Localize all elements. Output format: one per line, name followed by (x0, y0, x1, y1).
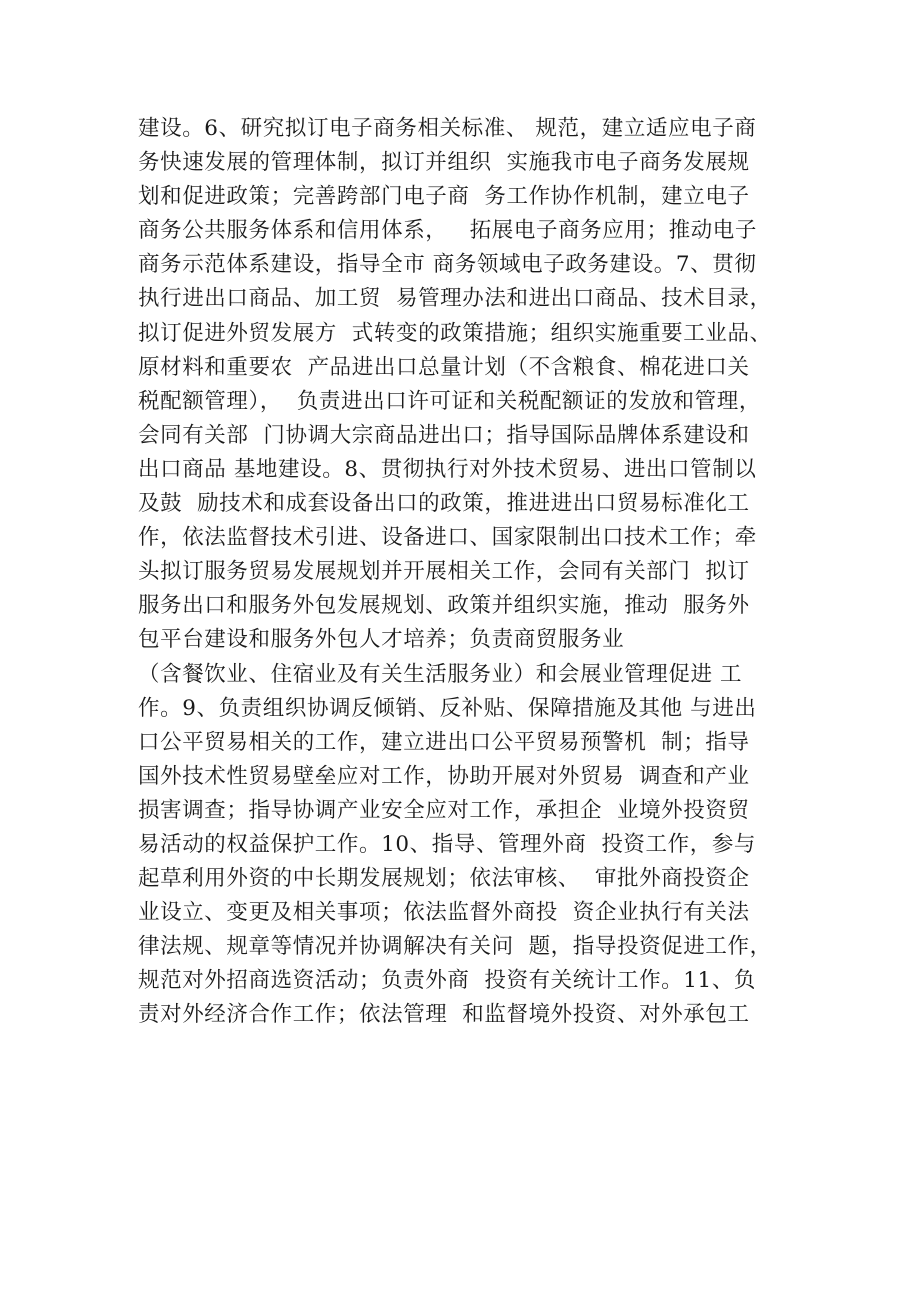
text-line: 拟订促进外贸发展方 式转变的政策措施；组织实施重要工业品、 (138, 320, 772, 346)
text-line: 原材料和重要农 产品进出口总量计划（不含粮食、棉花进口关 (138, 354, 750, 380)
text-line: 出口商品 基地建设。8、贯彻执行对外技术贸易、进出口管制以 (138, 456, 757, 482)
text-line: 包平台建设和服务外包人才培养；负责商贸服务业 (138, 627, 625, 653)
text-line: 作，依法监督技术引进、设备进口、国家限制出口技术工作；牵 (138, 525, 757, 551)
text-line: 责对外经济合作工作；依法管理 和监督境外投资、对外承包工 (138, 1002, 750, 1028)
text-line: 起草利用外资的中长期发展规划；依法审核、 审批外商投资企 (138, 866, 750, 892)
text-line: 业设立、变更及相关事项；依法监督外商投 资企业执行有关法 (138, 900, 750, 926)
text-line: 头拟订服务贸易发展规划并开展相关工作，会同有关部门 拟订 (138, 559, 750, 585)
text-line: 及鼓 励技术和成套设备出口的政策，推进进出口贸易标准化工 (138, 491, 750, 517)
text-line: 划和促进政策；完善跨部门电子商 务工作协作机制，建立电子 (138, 184, 750, 210)
text-line: 商务公共服务体系和信用体系， 拓展电子商务应用；推动电子 (138, 218, 758, 244)
text-line: 口公平贸易相关的工作，建立进出口公平贸易预警机 制；指导 (138, 729, 750, 755)
text-line: 服务出口和服务外包发展规划、政策并组织实施，推动 服务外 (138, 593, 750, 619)
text-line: 损害调查；指导协调产业安全应对工作，承担企 业境外投资贸 (138, 797, 750, 823)
text-line: 商务示范体系建设，指导全市 商务领域电子政务建设。7、贯彻 (138, 252, 757, 278)
text-line: 务快速发展的管理体制，拟订并组织 实施我市电子商务发展规 (138, 150, 750, 176)
text-line: 易活动的权益保护工作。10、指导、管理外商 投资工作，参与 (138, 831, 757, 857)
text-line: 规范对外招商选资活动；负责外商 投资有关统计工作。11、负 (138, 968, 757, 994)
text-line: 律法规、规章等情况并协调解决有关问 题，指导投资促进工作， (138, 934, 772, 960)
text-line: （含餐饮业、住宿业及有关生活服务业）和会展业管理促进 工 (138, 661, 743, 687)
body-text (138, 112, 798, 1033)
text-line: 建设。6、研究拟订电子商务相关标准、 规范，建立适应电子商 (138, 116, 757, 141)
text-line: 税配额管理）， 负责进出口许可证和关税配额证的发放和管理， (138, 388, 761, 414)
text-line: 会同有关部 门协调大宗商品进出口；指导国际品牌体系建设和 (138, 422, 750, 448)
text-line: 执行进出口商品、加工贸 易管理办法和进出口商品、技术目录， (138, 286, 772, 312)
text-line: 国外技术性贸易壁垒应对工作，协助开展对外贸易 调查和产业 (138, 763, 750, 789)
text-line: 作。9、负责组织协调反倾销、反补贴、保障措施及其他 与进出 (138, 695, 757, 721)
